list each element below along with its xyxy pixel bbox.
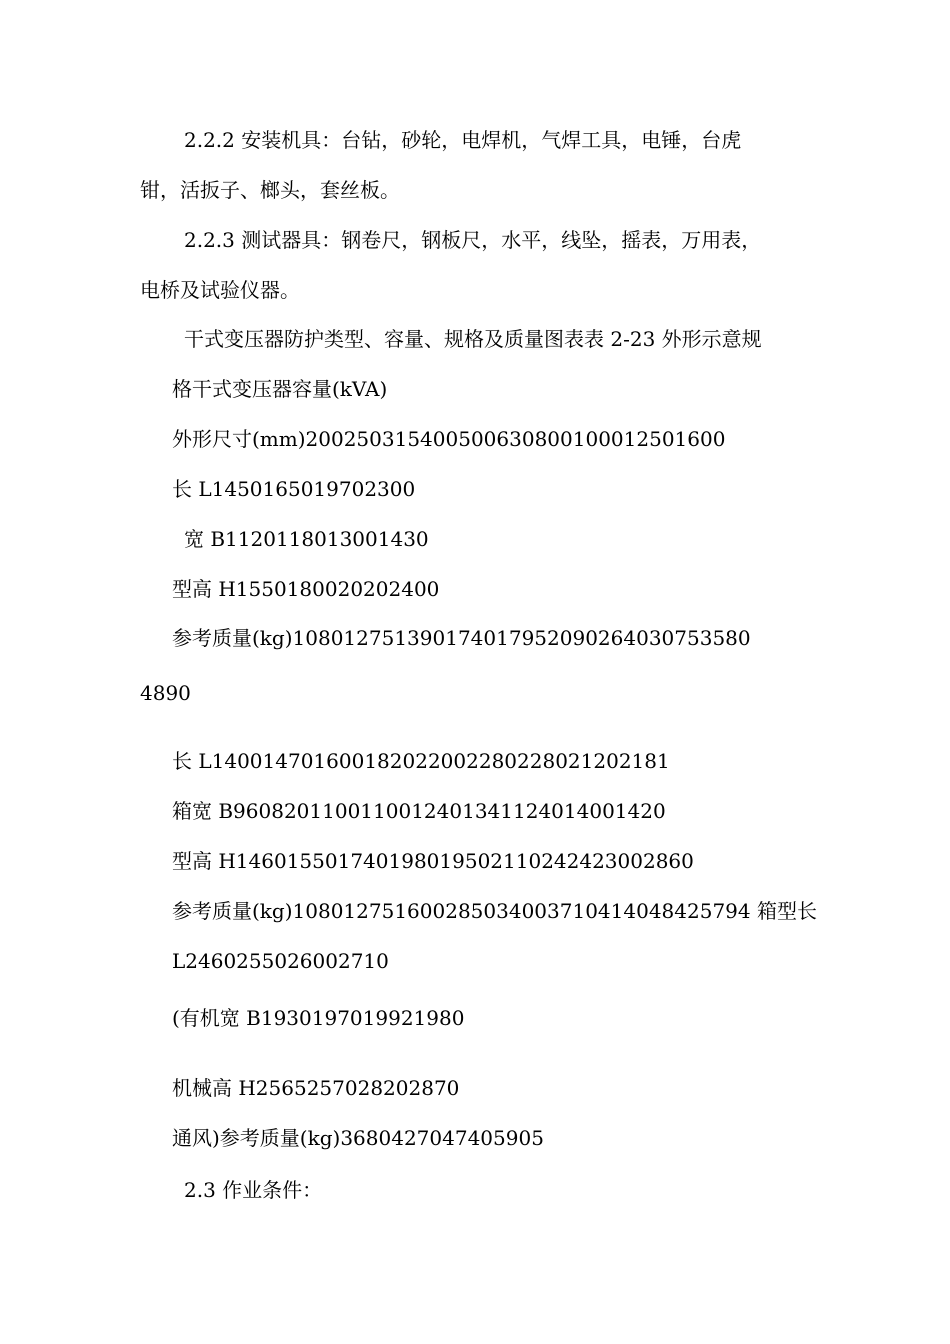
text-line-14: 箱宽 B9608201100110012401341124014001420 <box>172 799 666 823</box>
text-line-19: 机械高 H2565257028202870 <box>172 1076 460 1100</box>
text-line-18: (有机宽 B1930197019921980 <box>172 1006 465 1030</box>
text-line-2: 钳，活扳子、榔头，套丝板。 <box>140 178 400 202</box>
text-line-4: 电桥及试验仪器。 <box>140 278 300 302</box>
text-line-16: 参考质量(kg)108012751600285034003710414048425794 箱型长 <box>172 899 817 923</box>
text-line-1: 2.2.2 安装机具：台钻，砂轮，电焊机，气焊工具，电锤，台虎 <box>184 128 742 152</box>
text-line-5: 干式变压器防护类型、容量、规格及质量图表表 2-23 外形示意规 <box>184 327 762 351</box>
text-line-12: 4890 <box>140 681 191 705</box>
text-line-9: 宽 B1120118013001430 <box>184 527 429 551</box>
text-line-10: 型高 H1550180020202400 <box>172 577 440 601</box>
text-line-21: 2.3 作业条件： <box>184 1178 323 1202</box>
text-line-13: 长 L140014701600182022002280228021202181 <box>172 749 670 773</box>
text-line-8: 长 L1450165019702300 <box>172 477 416 501</box>
text-line-17: L2460255026002710 <box>172 949 389 973</box>
text-line-20: 通风)参考质量(kg)3680427047405905 <box>172 1126 544 1150</box>
text-line-7: 外形尺寸(mm)200250315400500630800100012501600 <box>172 427 726 451</box>
text-line-6: 格干式变压器容量(kVA) <box>172 377 388 401</box>
text-line-15: 型高 H146015501740198019502110242423002860 <box>172 849 694 873</box>
text-line-3: 2.2.3 测试器具：钢卷尺，钢板尺，水平，线坠，摇表，万用表， <box>184 228 762 252</box>
text-line-11: 参考质量(kg)108012751390174017952090264030753580 <box>172 626 751 650</box>
